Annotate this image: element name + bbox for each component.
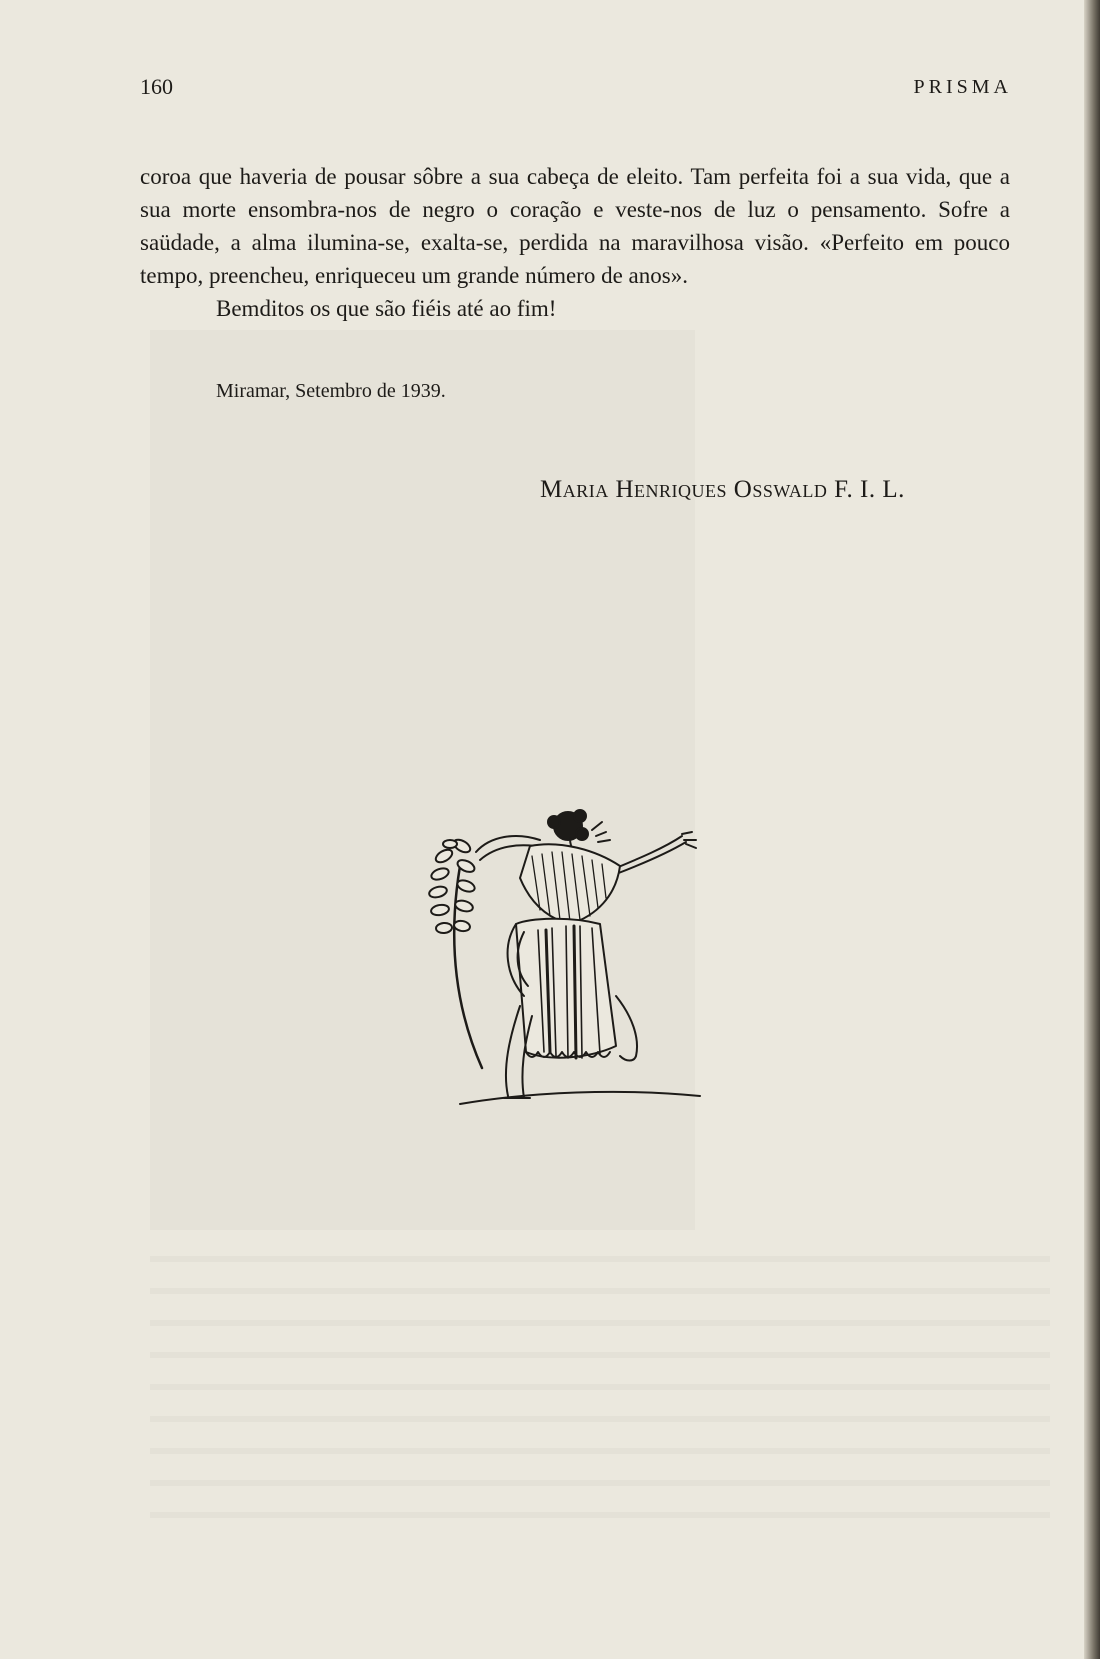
greek-figure-with-laurel-wreath-icon: [420, 806, 732, 1106]
page-number: 160: [140, 74, 173, 99]
page-edge: [1084, 0, 1100, 1659]
bleed-through-text: [150, 1230, 1050, 1530]
running-head: PRISMA: [913, 76, 1012, 98]
paragraph: coroa que haveria de pousar sôbre a sua cabeça de eleito. Tam perfeita foi a sua vida, que a sua morte ensombra-nos de negro o coração e veste-nos de luz o pensamento. Sofre a saüdade, a alma ilumina-se, exalta-se, perdida na maravilhosa visão. «Perfeito em pouco tempo, preencheu, enriqueceu um grande número de anos».: [140, 164, 1010, 288]
author-signature: Maria Henriques Osswald F. I. L.: [540, 476, 905, 503]
body-text: [140, 160, 1010, 325]
dateline: Miramar, Setembro de 1939.: [216, 380, 446, 402]
paragraph: Bemditos os que são fiéis até ao fim!: [216, 296, 557, 321]
